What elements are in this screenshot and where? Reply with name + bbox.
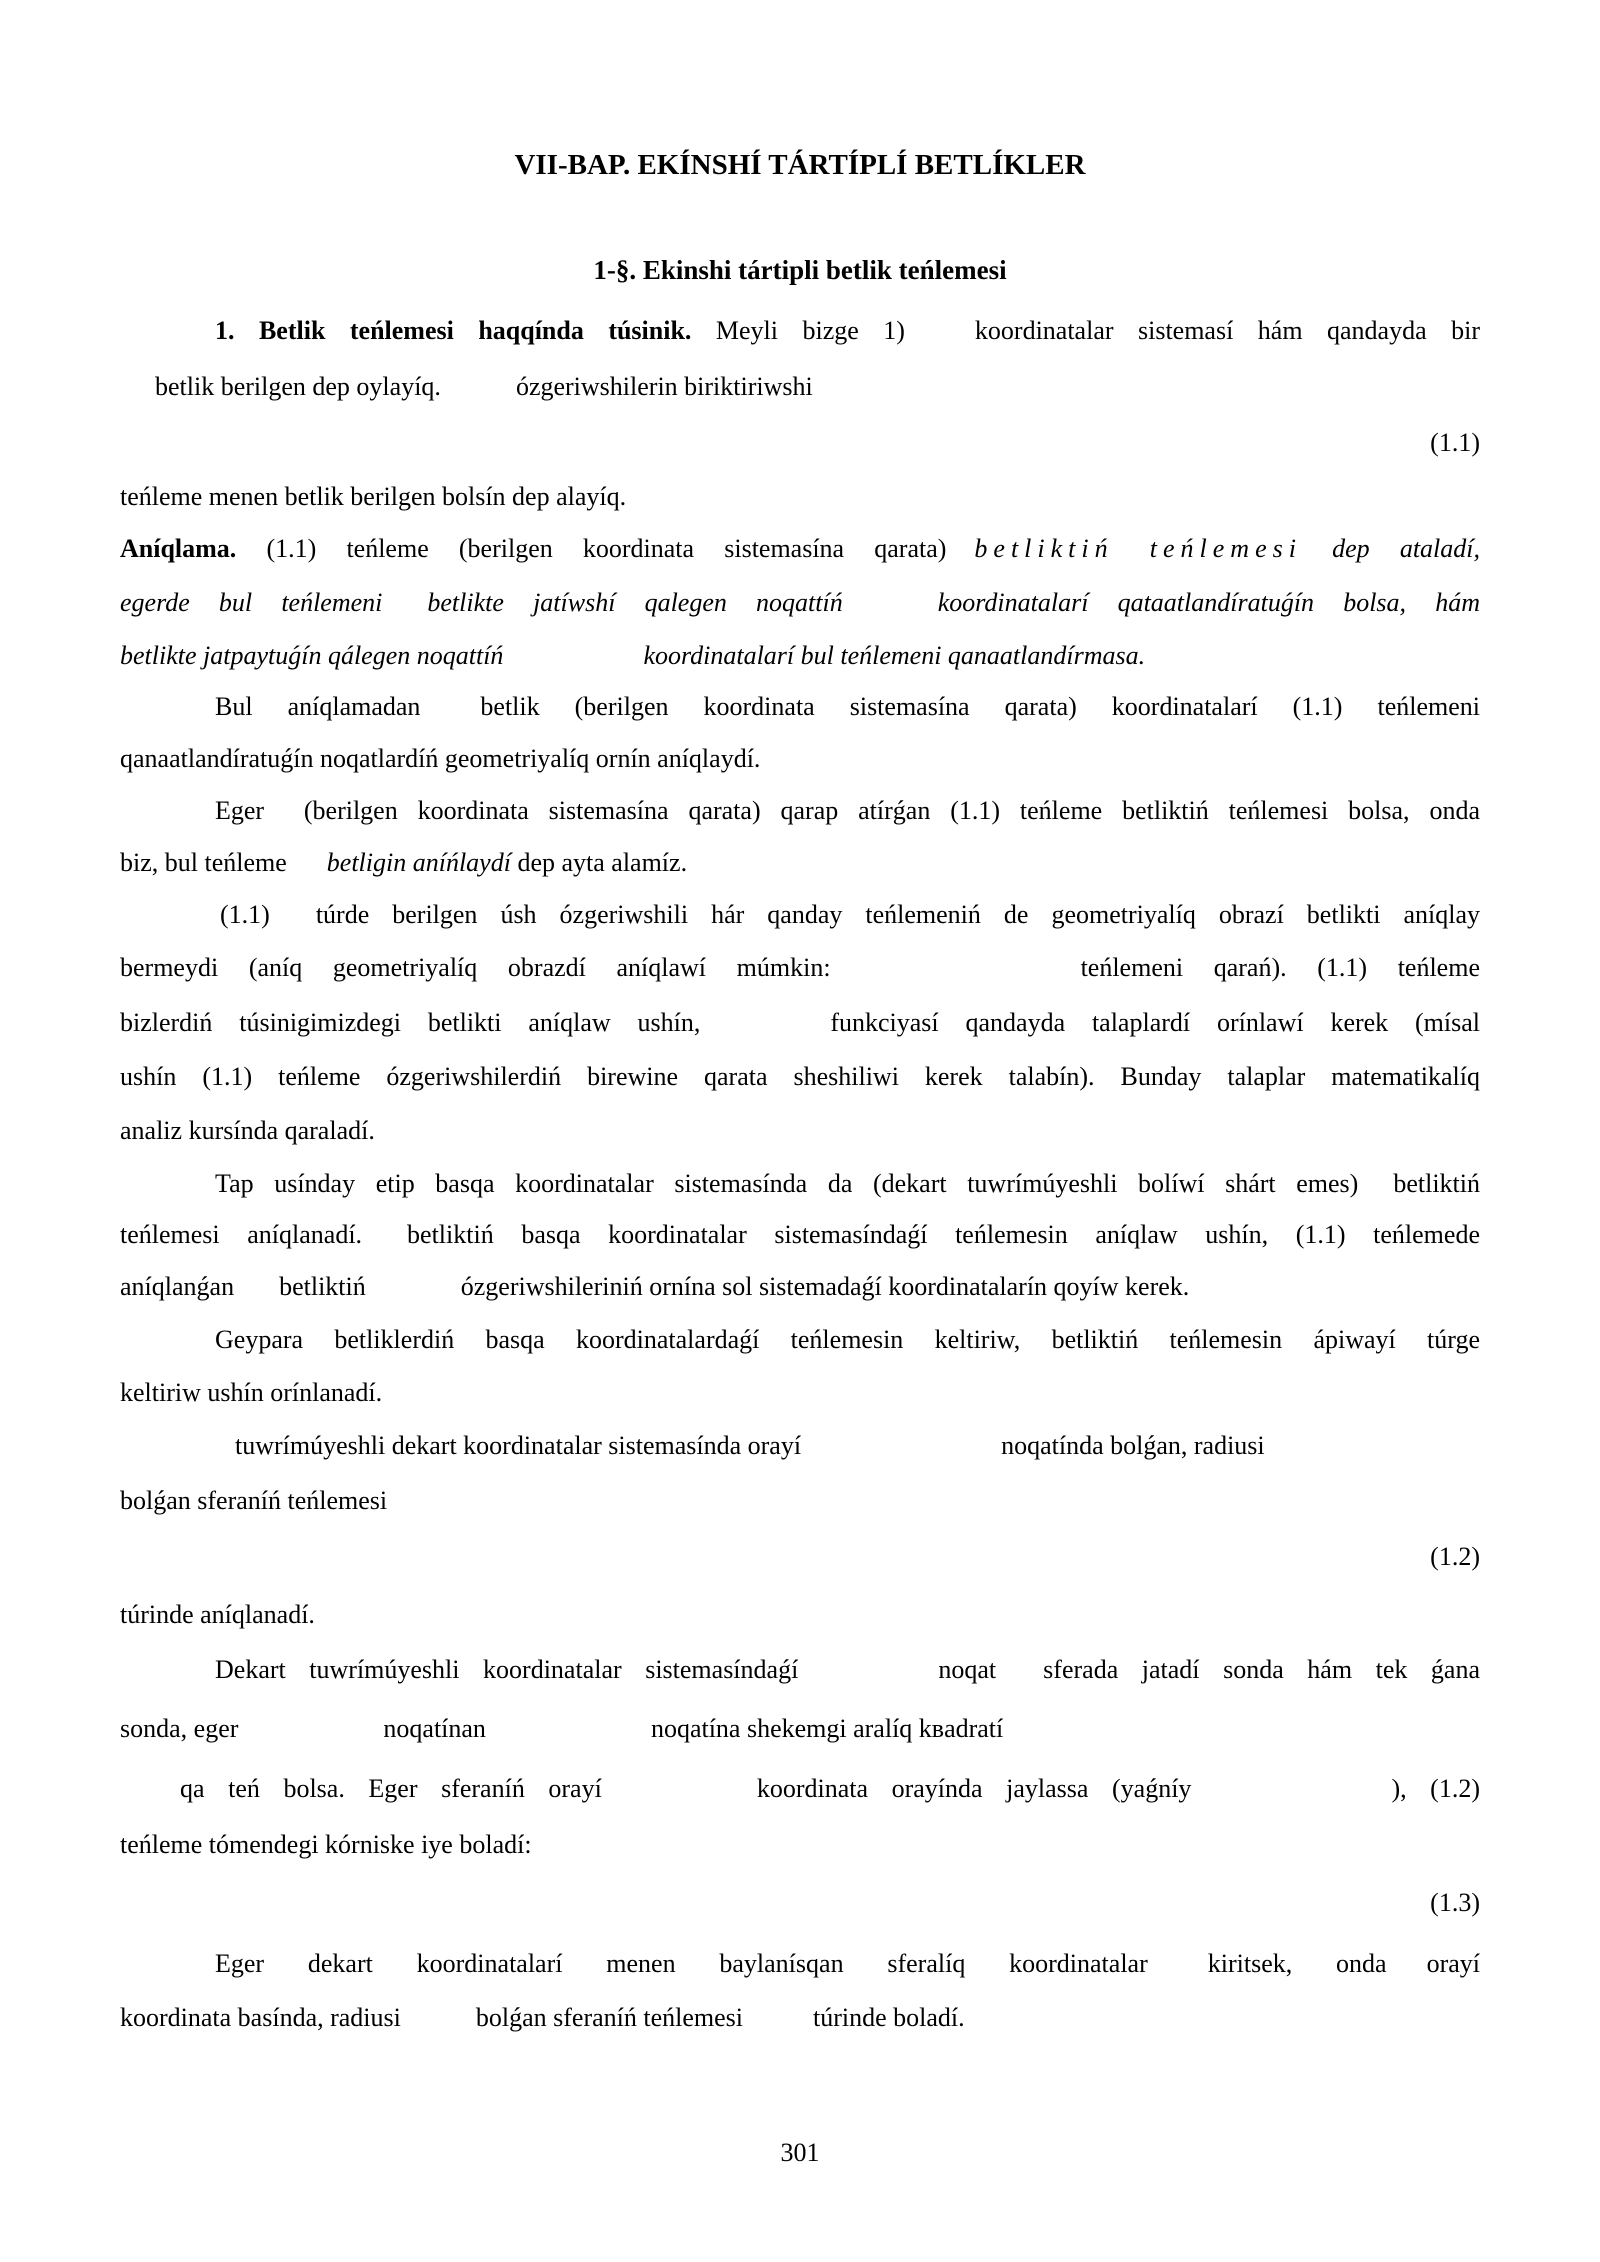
equation-number-1-1 [120, 428, 1480, 458]
formula-placeholder [801, 1452, 1001, 1454]
text-run: (1.1) [1430, 428, 1480, 457]
paragraph-line [120, 1378, 1480, 1408]
paragraph-line [120, 1116, 1480, 1146]
text-run: dep ayta alamíz. [510, 848, 688, 877]
text-run: koordinatalarí qataatlandíratuǵín bolsa, hám [937, 588, 1480, 617]
text-run: Aníqlama. [120, 534, 237, 563]
text-run: koordinatalarí bul teńlemeni qanaatlandírmasa. [643, 641, 1146, 670]
text-run: (1.2) [1430, 1542, 1480, 1571]
text-run: qanaatlandíratuǵín noqatlardíń geometriyalíq ornín aníqlaydí. [120, 744, 761, 773]
text-run: bizlerdiń túsinigimizdegi betlikti aníqlaw ushín, [120, 1008, 701, 1037]
formula-placeholder [1191, 1795, 1391, 1797]
paragraph-line [120, 744, 1480, 774]
text-run: tuwrímúyeshli dekart koordinatalar sistemasínda orayí [235, 1431, 802, 1460]
text-run: túrinde boladí. [813, 2003, 965, 2032]
formula-placeholder [401, 2024, 476, 2026]
text-run: koordinata basínda, radiusi [120, 2003, 401, 2032]
formula-placeholder [1148, 1970, 1208, 1972]
text-run: qa teń bolsa. Eger sferaníń orayí [180, 1774, 602, 1803]
text-run: analiz kursínda qaraladí. [120, 1116, 375, 1145]
paragraph-line [120, 848, 1480, 878]
paragraph-line [120, 692, 1480, 752]
text-run: betlik (berilgen koordinata sistemasína qarata) koordinatalarí (1.1) teńlemeni [480, 692, 1480, 721]
paragraph-line [120, 1655, 1480, 1715]
paragraph-line [120, 796, 1480, 856]
paragraph-line [120, 953, 1480, 1013]
formula-placeholder [1387, 1970, 1427, 1972]
text-run: betlikte jatpaytuǵín qálegen noqattíń [120, 641, 504, 670]
text-run: betliktiń basqa koordinatalar sistemasíndaǵí teńlemesin aníqlaw ushín, (1.1) teńlemede [407, 1220, 1480, 1249]
text-run: egerde bul teńlemeni [120, 588, 383, 617]
text-run: betliktiń [279, 1272, 366, 1301]
paragraph-line [120, 1600, 1480, 1630]
paragraph-line [120, 1220, 1480, 1280]
paragraph-line [120, 316, 1480, 376]
paragraph-line [120, 482, 1480, 512]
section-heading: 1-§. Ekinshi tártipli betlik teńlemesi [593, 255, 1007, 285]
text-run: teńleme tómendegi kórniske iye boladí: [120, 1830, 532, 1859]
text-run: ózgeriwshileriniń ornína sol sistemadaǵí koordinatalarín qoyíw kerek. [460, 1272, 1190, 1301]
paragraph-line [120, 1714, 1480, 1744]
formula-placeholder [700, 1029, 830, 1031]
text-run: betliktiń teńlemesi [974, 534, 1302, 563]
text-run: ózgeriwshilerin biriktiriwshi [515, 372, 813, 401]
chapter-title: VII-BAP. EKÍNSHÍ TÁRTÍPLÍ BETLÍKLER [514, 149, 1086, 181]
formula-placeholder [441, 393, 516, 395]
text-run: 1. Betlik teńlemesi haqqínda túsinik. [215, 316, 692, 345]
text-run: Dekart tuwrímúyeshli koordinatalar sistemasíndaǵí [215, 1655, 799, 1684]
formula-placeholder [420, 713, 480, 715]
paragraph-line [120, 900, 1480, 960]
text-run: keltiriw ushín orínlanadí. [120, 1378, 383, 1407]
formula-placeholder [843, 609, 938, 611]
text-run: koordinata orayínda jaylassa (yaǵníy [756, 1774, 1192, 1803]
text-run: sonda, eger [120, 1714, 239, 1743]
text-run: (1.1) teńleme (berilgen koordinata sistemasína qarata) [236, 534, 947, 563]
formula-placeholder [743, 2024, 813, 2026]
paragraph-line [120, 1774, 1480, 1834]
text-run: aníqlanǵan [120, 1272, 235, 1301]
paragraph-line [120, 1062, 1480, 1122]
definition-line [120, 534, 1480, 594]
formula-placeholder [382, 609, 427, 611]
text-run: Bul aníqlamadan [215, 692, 421, 721]
text-run: noqatínda bolǵan, radiusi [1001, 1431, 1265, 1460]
paragraph-line [120, 372, 1480, 402]
paragraph-line [120, 1486, 1480, 1516]
text-run: bermeydi (aníq geometriyalíq obrazdí aníqlawí múmkin: [120, 953, 831, 982]
formula-placeholder [362, 1241, 407, 1243]
formula-placeholder [946, 555, 974, 557]
text-run: Tap usínday etip basqa koordinatalar sistemasínda da (dekart tuwrímúyeshli bolíwí shárt emes) [215, 1169, 1359, 1198]
paragraph-line [120, 1949, 1480, 2009]
text-run: teńlemesi aníqlanadí. [120, 1220, 363, 1249]
formula-placeholder [1358, 1190, 1393, 1192]
definition-line [120, 588, 1480, 648]
text-run: ushín (1.1) teńleme ózgeriwshilerdiń birewine qarata sheshiliwi kerek talabín). Bunday talaplar matematikalíq [120, 1062, 1480, 1091]
text-run: noqatína shekemgi aralíq kвadratí [650, 1714, 1004, 1743]
text-run: orayí [1426, 1949, 1481, 1978]
paragraph-line [120, 2003, 1480, 2033]
formula-placeholder [831, 974, 1081, 976]
text-run: ), (1.2) [1391, 1774, 1480, 1803]
paragraph-line [120, 1008, 1480, 1068]
text-run: (1.1) túrde berilgen úsh ózgeriwshili hár qanday teńlemeniń de geometriyalíq obrazí betlikti aníqlay [220, 900, 1480, 929]
text-run: funkciyasí qandayda talaplardí orínlawí kerek (mísal [830, 1008, 1481, 1037]
text-run: biz, bul teńleme [120, 848, 287, 877]
text-run: noqat sferada jatadí sonda hám tek ǵana [938, 1655, 1480, 1684]
text-run: (1.3) [1430, 1888, 1480, 1917]
formula-placeholder [602, 1795, 757, 1797]
text-run: teńlemeni qarań). (1.1) teńleme [1080, 953, 1480, 982]
text-run: dep ataladí, [1301, 534, 1480, 563]
text-run: Eger (berilgen koordinata sistemasína qarata) qarap atírǵan (1.1) teńleme betliktiń teńlemesi bolsa, onda [215, 796, 1480, 825]
paragraph-line [120, 1431, 1480, 1461]
formula-placeholder [486, 1735, 651, 1737]
formula-placeholder [798, 1676, 938, 1678]
text-run: túrinde aníqlanadí. [120, 1600, 315, 1629]
formula-placeholder [905, 337, 975, 339]
text-run: Geypara betliklerdiń basqa koordinatalardaǵí teńlemesin keltiriw, betliktiń teńlemesin ápiwayí túrge [215, 1325, 1480, 1354]
formula-placeholder [366, 1293, 461, 1295]
text-run: noqatínan [383, 1714, 486, 1743]
equation-number-1-2 [120, 1542, 1480, 1572]
text-run: Eger dekart koordinatalarí menen baylanísqan sferalíq koordinatalar [215, 1949, 1148, 1978]
equation-number-1-3 [120, 1888, 1480, 1918]
text-run: betlikte jatíwshí qalegen noqattíń [427, 588, 843, 617]
text-run: koordinatalar sistemasí hám qandayda bir [974, 316, 1480, 345]
text-run: betliktiń [1393, 1169, 1480, 1198]
definition-line [120, 641, 1480, 671]
text-run: bolǵan sferaníń teńlemesi [475, 2003, 744, 2032]
text-run: bolǵan sferaníń teńlemesi [120, 1486, 388, 1515]
formula-placeholder [234, 1293, 279, 1295]
text-run: betlik berilgen dep oylayíq. [155, 372, 441, 401]
formula-placeholder [503, 662, 643, 664]
paragraph-line [120, 1272, 1480, 1302]
paragraph-line [120, 1830, 1480, 1860]
formula-placeholder [238, 1735, 383, 1737]
text-run: Meyli bizge 1) [691, 316, 905, 345]
text-run: kiritsek, onda [1207, 1949, 1387, 1978]
text-run: betligin aníńlaydí [326, 848, 511, 877]
formula-placeholder [120, 1452, 235, 1454]
paragraph-line [120, 1325, 1480, 1385]
page-number: 301 [780, 2138, 820, 2167]
text-run: teńleme menen betlik berilgen bolsín dep alayíq. [120, 482, 627, 511]
formula-placeholder [287, 869, 327, 871]
